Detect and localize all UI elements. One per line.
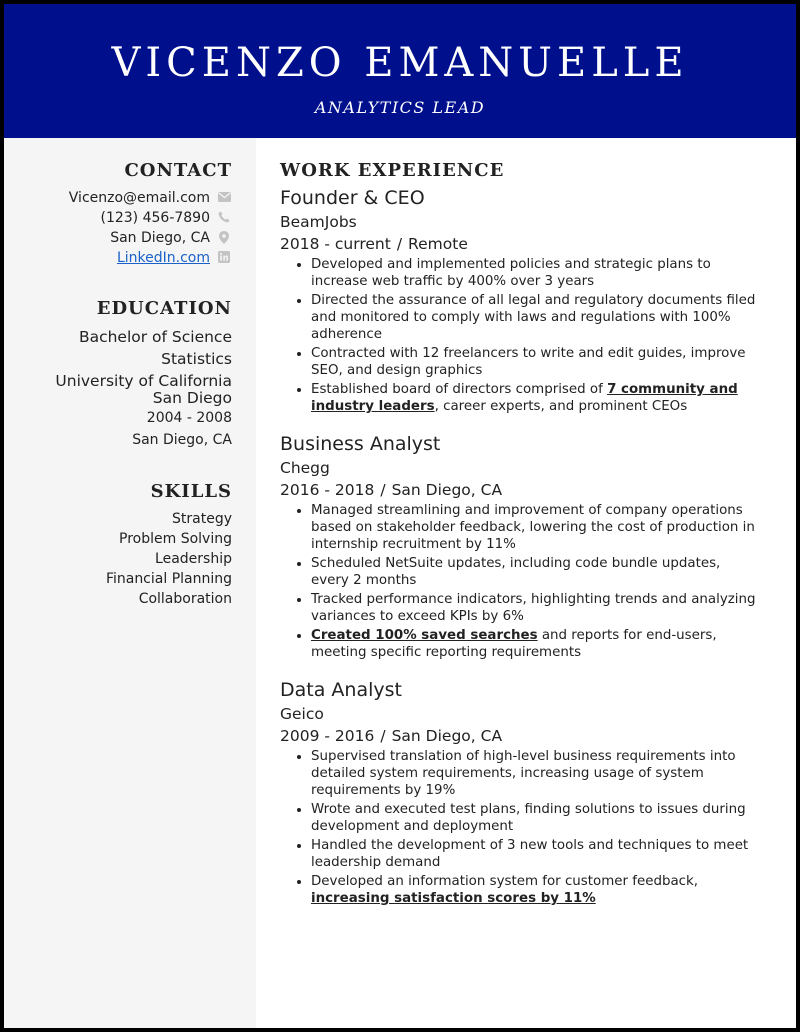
bullet-item: • Developed an information system for customer feedback, increasing satisfaction scores by 11% [311,873,760,907]
bullet-item: • Directed the assurance of all legal and regulatory documents filed and monitored to comply with laws and regulations with 100% adherence [311,292,760,343]
job-title: Business Analyst [280,433,441,455]
skill-item: Collaboration [138,591,232,607]
bullet-item: • Managed streamlining and improvement of company operations based on stakeholder feedback, lowering the cost of production in internship recruitment by 11% [311,502,760,553]
envelope-icon [216,191,232,205]
skill-item: Problem Solving [119,531,232,547]
education-years: 2004 - 2008 [146,410,232,426]
skill-item: Financial Planning [105,571,232,587]
skill-item: Leadership [155,551,232,567]
bullet-item: • Handled the development of 3 new tools and techniques to meet leadership demand [311,837,760,871]
email-text: Vicenzo@email.com [68,190,210,206]
job-title: Founder & CEO [280,187,425,209]
skills-heading: SKILLS [150,481,232,502]
contact-linkedin [4,248,232,268]
job-dates: 2018 - current [280,235,391,253]
bullet-item: • Developed and implemented policies and strategic plans to increase web traffic by 400% over 3 years [311,256,760,290]
contact-email [4,188,232,208]
job-dates-location: 2018 - current / Remote [280,235,468,253]
degree: Bachelor of Science [78,328,232,346]
highlight-link[interactable]: 7 community and industry leaders [311,382,738,414]
resume-header [4,4,796,138]
linkedin-icon [216,251,232,265]
job-location: San Diego, CA [391,727,503,745]
job-dates-location: 2009 - 2016 / San Diego, CA [280,727,503,745]
education-heading: EDUCATION [96,298,232,319]
contact-section [4,160,232,268]
contact-phone [4,208,232,228]
resume-body [4,138,796,1028]
job-title: Data Analyst [280,679,402,701]
location-text: San Diego, CA [110,230,210,246]
job-entry [280,185,760,415]
skill-item: Strategy [172,511,232,527]
job-bullets [280,502,760,661]
company-name: BeamJobs [280,213,357,231]
skills-section [4,481,232,609]
education-location: San Diego, CA [132,432,232,448]
education-section [4,298,232,451]
linkedin-link[interactable]: LinkedIn.com [116,250,210,266]
job-dates-location: 2016 - 2018 / San Diego, CA [280,481,503,499]
bullet-item: • Contracted with 12 freelancers to write and edit guides, improve SEO, and design graphics [311,345,760,379]
school-name-line2: San Diego [152,389,232,407]
candidate-headline: ANALYTICS LEAD [314,98,486,117]
field-of-study: Statistics [161,350,232,368]
company-name: Chegg [280,459,330,477]
job-location: San Diego, CA [391,481,503,499]
job-entry [280,677,760,907]
highlight-link[interactable]: Created 100% saved searches [311,628,538,643]
contact-location [4,228,232,248]
map-pin-icon [216,231,232,245]
bullet-item: • Created 100% saved searches and reports for end-users, meeting specific reporting requirements [311,627,760,661]
main-column [280,138,760,909]
bullet-item: • Scheduled NetSuite updates, including code bundle updates, every 2 months [311,555,760,589]
job-location: Remote [408,235,468,253]
highlight-link[interactable]: increasing satisfaction scores by 11% [311,891,596,906]
school-name-line1: University of California [55,372,232,390]
job-bullets [280,256,760,415]
job-dates: 2009 - 2016 [280,727,375,745]
phone-text: (123) 456-7890 [100,210,210,226]
sidebar [4,138,256,1028]
company-name: Geico [280,705,324,723]
candidate-name: VICENZO EMANUELLE [111,40,689,86]
bullet-item: • Established board of directors comprised of 7 community and industry leaders, career experts, and prominent CEOs [311,381,760,415]
contact-heading: CONTACT [124,160,232,181]
bullet-item: • Supervised translation of high-level business requirements into detailed system requirements, increasing usage of system requirements by 19% [311,748,760,799]
job-entry [280,431,760,661]
bullet-item: • Tracked performance indicators, highlighting trends and analyzing variances to exceed KPIs by 6% [311,591,760,625]
job-bullets [280,748,760,907]
job-dates: 2016 - 2018 [280,481,375,499]
bullet-item: • Wrote and executed test plans, finding solutions to issues during development and deployment [311,801,760,835]
phone-icon [216,211,232,225]
work-experience-heading: WORK EXPERIENCE [280,160,505,181]
